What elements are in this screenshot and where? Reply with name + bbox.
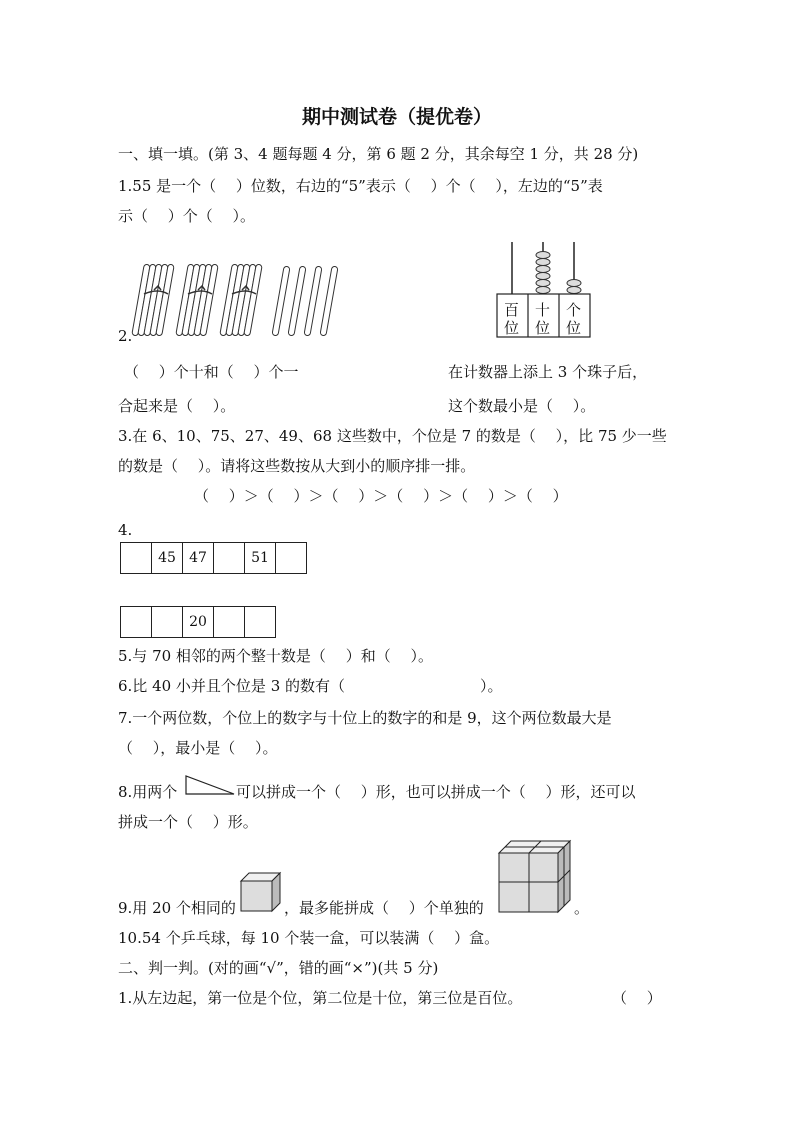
q3-order: （ ）＞（ ）＞（ ）＞（ ）＞（ ）＞（ ） <box>194 487 568 505</box>
q8-before: 8.用两个 <box>118 783 178 801</box>
q5: 5.与 70 相邻的两个整十数是（ ）和（ ）。 <box>118 647 433 665</box>
q3-line1: 3.在 6、10、75、27、49、68 这些数中，个位是 7 的数是（ ），比 75 少一些 <box>118 427 667 445</box>
abacus-label-tens-2: 位 <box>535 319 551 337</box>
q2-number: 2. <box>118 327 133 345</box>
abacus-label-hundreds-1: 百 <box>504 301 520 319</box>
sequence-cell: 45 <box>152 543 183 574</box>
q10: 10.54 个乒乓球，每 10 个装一盒，可以装满（ ）盒。 <box>118 929 500 947</box>
sequence-cell <box>245 607 276 638</box>
q9-middle: ，最多能拼成（ ）个单独的 <box>284 899 484 917</box>
section1-heading: 一、填一填。(第 3、4 题每题 4 分，第 6 题 2 分，其余每空 1 分，共 28 分) <box>118 145 639 163</box>
abacus-label-tens-1: 十 <box>535 301 551 319</box>
abacus-label-hundreds-2: 位 <box>504 319 520 337</box>
large-cube-icon <box>498 840 572 914</box>
q2-right-line2: 这个数最小是（ ）。 <box>448 397 596 415</box>
q3-line2: 的数是（ ）。请将这些数按从大到小的顺序排一排。 <box>118 457 476 475</box>
q4-number: 4. <box>118 521 133 539</box>
sequence-cell: 20 <box>183 607 214 638</box>
q2-left-line1: （ ）个十和（ ）个一 <box>124 363 299 381</box>
sequence-cell <box>121 543 152 574</box>
number-sequence-row2 <box>120 606 276 638</box>
judge-q1: 1.从左边起，第一位是个位，第二位是十位，第三位是百位。 <box>118 989 523 1007</box>
q9-before: 9.用 20 个相同的 <box>118 899 236 917</box>
triangle-icon <box>184 774 236 796</box>
sequence-cell <box>276 543 307 574</box>
sequence-cell <box>121 607 152 638</box>
q6: 6.比 40 小并且个位是 3 的数有（ ）。 <box>118 677 503 695</box>
q7-line1: 7.一个两位数，个位上的数字与十位上的数字的和是 9，这个两位数最大是 <box>118 709 612 727</box>
number-sequence-row1 <box>120 542 307 574</box>
section2-heading: 二、判一判。(对的画“√”，错的画“×”)(共 5 分) <box>118 959 439 977</box>
sequence-cell <box>152 607 183 638</box>
q8-line2: 拼成一个（ ）形。 <box>118 813 258 831</box>
sequence-cell: 47 <box>183 543 214 574</box>
cube-icon <box>240 872 282 912</box>
sequence-cell <box>214 607 245 638</box>
q2-left-line2: 合起来是（ ）。 <box>118 397 236 415</box>
q7-line2: （ ），最小是（ ）。 <box>118 739 278 757</box>
sequence-cell <box>214 543 245 574</box>
q1-line2: 示（ ）个（ ）。 <box>118 207 256 225</box>
q9-after: 。 <box>574 899 590 917</box>
sequence-cell: 51 <box>245 543 276 574</box>
page-title: 期中测试卷（提优卷） <box>301 106 492 128</box>
abacus-label-ones-2: 位 <box>566 319 582 337</box>
q1-line1: 1.55 是一个（ ）位数，右边的“5”表示（ ）个（ ），左边的“5”表 <box>118 177 603 195</box>
abacus-label-ones-1: 个 <box>566 301 582 319</box>
judge-q1-answer-blank: （ ） <box>612 989 662 1007</box>
q8-after: 可以拼成一个（ ）形，也可以拼成一个（ ）形，还可以 <box>236 783 636 801</box>
q2-right-line1: 在计数器上添上 3 个珠子后， <box>448 363 648 381</box>
stick-bundles-image <box>134 258 354 342</box>
